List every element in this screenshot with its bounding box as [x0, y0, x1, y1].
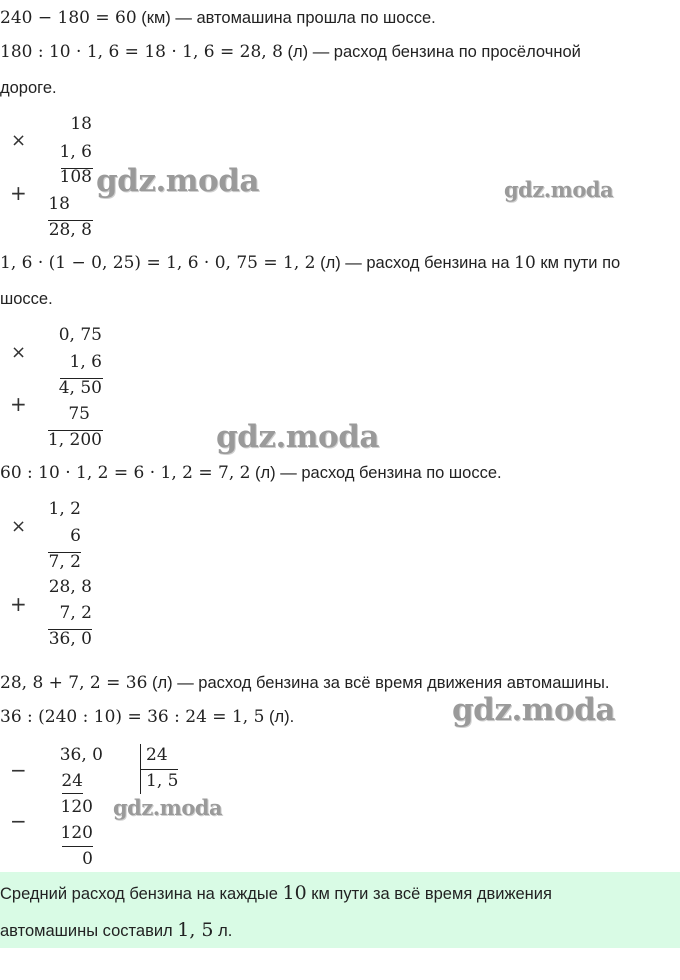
times-sign: × [11, 516, 27, 537]
text-line-4 [0, 253, 620, 273]
addend-2: 7, 2 [59, 603, 92, 623]
plus-sign: + [10, 181, 27, 205]
line-text: (км) — автомашина прошла по шоссе. [136, 9, 436, 27]
watermark: gdz.moda [452, 692, 615, 728]
subtrahend-1: 24 [61, 771, 83, 791]
minus-sign: − [10, 758, 27, 782]
multiplicand: 1, 2 [48, 499, 81, 519]
rule [62, 793, 83, 794]
rule [140, 769, 178, 770]
product-result: 28, 8 [48, 220, 92, 240]
partial-product-1: 108 [59, 167, 92, 187]
line-text: (л) — расход бензина за всё время движения автомашины. [147, 674, 610, 692]
math-expr: 240 − 180 = 60 [0, 8, 137, 28]
math-expr: 1, 6 · (1 − 0, 25) = 1, 6 · 0, 75 = 1, 2 [0, 253, 316, 273]
line-text: дороге. [0, 79, 57, 97]
math-expr: 60 : 10 · 1, 2 = 6 · 1, 2 = 7, 2 [0, 463, 251, 483]
math-expr: 180 : 10 · 1, 6 = 18 · 1, 6 = 28, 8 [0, 42, 283, 62]
line-text: (л) — расход бензина по шоссе. [250, 464, 502, 482]
times-sign: × [11, 130, 27, 151]
watermark: gdz.moda [504, 177, 614, 202]
plus-sign: + [10, 592, 27, 616]
multiplier: 1, 6 [69, 352, 102, 372]
watermark: gdz.moda [96, 163, 259, 199]
partial-product-2: 18 [48, 194, 70, 214]
line-text: км пути за всё время движения [306, 885, 552, 903]
product-result: 1, 200 [47, 430, 102, 450]
text-line-2 [0, 42, 581, 62]
math-expr: 10 [282, 882, 307, 904]
plus-sign: + [10, 392, 27, 416]
partial-product-1: 4, 50 [58, 378, 102, 398]
product-result: 7, 2 [48, 552, 81, 572]
line-text: Средний расход бензина на каждые [0, 885, 283, 903]
line-text: л. [213, 922, 233, 940]
line-text: шоссе. [0, 290, 53, 308]
answer-line-2 [0, 919, 232, 941]
quotient: 1, 5 [146, 771, 179, 791]
text-line-8 [0, 707, 294, 727]
rule [62, 846, 93, 847]
math-expr: 36 : (240 : 10) = 36 : 24 = 1, 5 [0, 707, 265, 727]
line-text: (л). [264, 708, 295, 726]
text-line-3 [0, 79, 57, 98]
answer-block [0, 872, 680, 948]
line-text: (л) — расход бензина по просёлочной [282, 43, 581, 61]
divisor: 24 [146, 745, 168, 765]
times-sign: × [11, 342, 27, 363]
line-text: автомашины составил [0, 922, 178, 940]
text-line-1 [0, 8, 436, 28]
math-expr: 10 [514, 253, 536, 273]
multiplicand: 18 [70, 114, 92, 134]
minus-sign: − [10, 809, 27, 833]
dividend: 36, 0 [59, 745, 103, 765]
multiplier: 1, 6 [59, 142, 92, 162]
partial-product-2: 75 [68, 404, 90, 424]
line-text: км пути по [535, 254, 621, 272]
watermark: gdz.moda [113, 795, 223, 820]
addend-1: 28, 8 [48, 577, 92, 597]
multiplier: 6 [70, 526, 81, 546]
text-line-5 [0, 290, 53, 309]
math-expr: 28, 8 + 7, 2 = 36 [0, 673, 148, 693]
sum-result: 36, 0 [48, 629, 92, 649]
text-line-7 [0, 673, 609, 693]
text-line-6 [0, 463, 502, 483]
answer-line-1 [0, 882, 552, 904]
watermark: gdz.moda [216, 419, 379, 455]
multiplicand: 0, 75 [58, 325, 102, 345]
remainder-1: 120 [60, 797, 93, 817]
math-expr: 1, 5 [177, 919, 214, 941]
line-text: (л) — расход бензина на [315, 254, 515, 272]
subtrahend-2: 120 [60, 823, 93, 843]
remainder-final: 0 [82, 849, 93, 869]
